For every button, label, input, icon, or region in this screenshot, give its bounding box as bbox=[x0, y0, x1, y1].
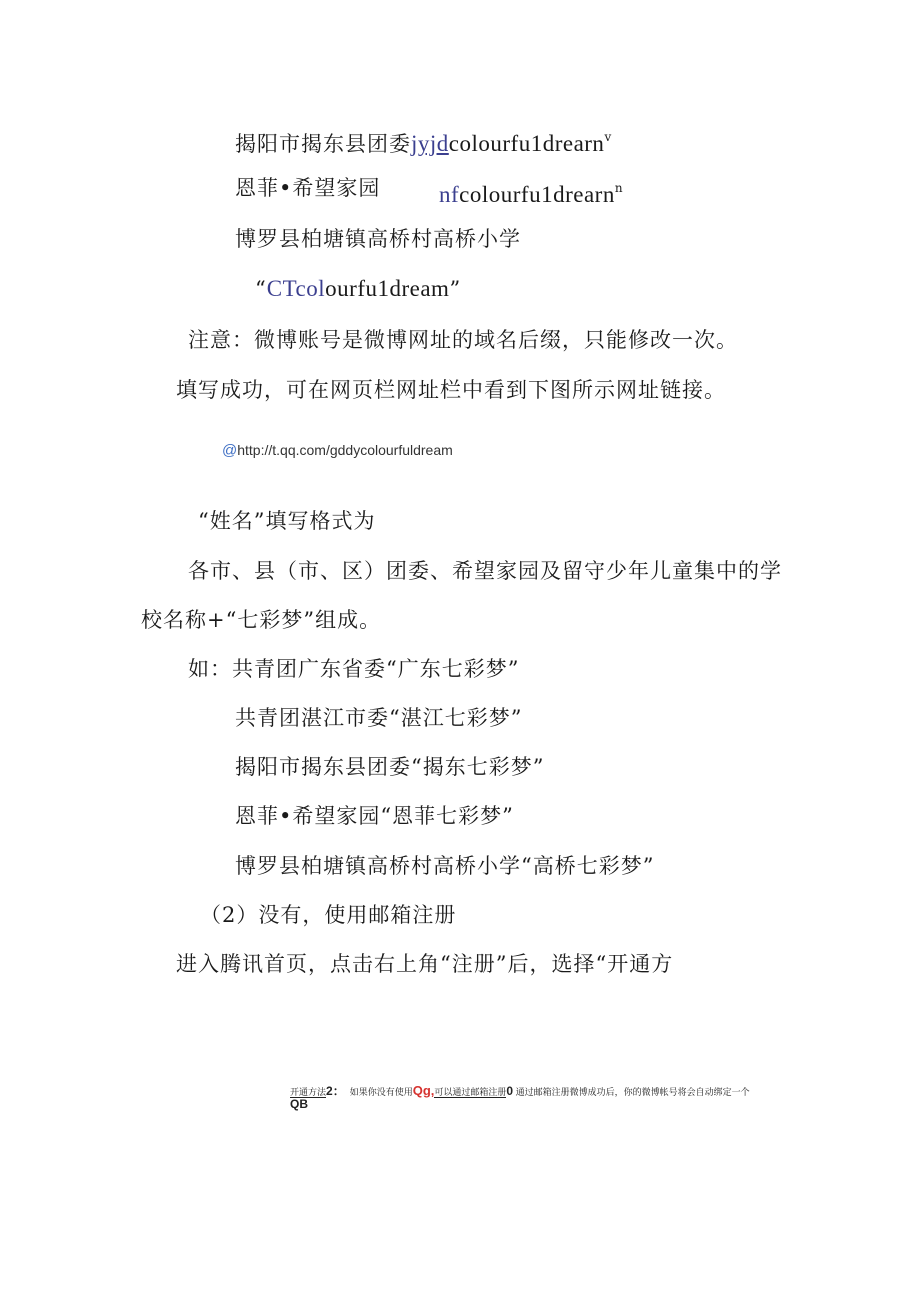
enter-instruction: 进入腾讯首页，点击右上角“注册”后，选择“开通方 bbox=[176, 952, 674, 976]
name-format-desc-2: 校名称+“七彩梦”组成。 bbox=[141, 608, 382, 632]
account-tail: v bbox=[604, 130, 613, 144]
account-tail: n bbox=[614, 181, 624, 195]
method-zero: 0 bbox=[506, 1084, 514, 1098]
example-line: 恩菲•希望家园“恩菲七彩梦” bbox=[235, 804, 514, 828]
method-text-c: 通过邮箱注册微博成功后，你的微博帐号将会自动绑定一个 bbox=[515, 1087, 750, 1097]
account-code-ct bbox=[255, 275, 461, 303]
org-name: 博罗县柏塘镇高桥村高桥小学 bbox=[235, 227, 521, 251]
name-format-desc-1: 各市、县（市、区）团委、希望家园及留守少年儿童集中的学 bbox=[188, 559, 782, 583]
qb-text: QB bbox=[290, 1097, 308, 1111]
example-line: 共青团湛江市委“湛江七彩梦” bbox=[235, 706, 523, 730]
method-2-qb bbox=[290, 1097, 308, 1111]
open-quote: “ bbox=[255, 277, 267, 301]
example-line: 如：共青团广东省委“广东七彩梦” bbox=[188, 657, 520, 681]
name-format-heading: “姓名”填写格式为 bbox=[198, 509, 376, 533]
ct-mid: col bbox=[295, 276, 326, 301]
close-quote: ” bbox=[449, 277, 462, 301]
qg-text: Qg, bbox=[412, 1083, 435, 1098]
account-suffix: colourfu1drearn bbox=[448, 131, 605, 156]
account-line-jyjd bbox=[235, 123, 612, 158]
weibo-url[interactable] bbox=[222, 442, 453, 459]
account-line-nf bbox=[235, 174, 380, 202]
org-name: 恩菲•希望家园 bbox=[235, 176, 381, 200]
note-text: 注意：微博账号是微博网址的域名后缀，只能修改一次。 bbox=[188, 328, 738, 352]
method-num: 2： bbox=[326, 1084, 345, 1098]
method-label: 开通方法 bbox=[290, 1087, 327, 1097]
account-prefix: jyjd bbox=[411, 131, 449, 156]
method-text-b: 可以通过邮箱注册 bbox=[434, 1087, 507, 1097]
ct-rest: ourfu1dream bbox=[325, 276, 450, 301]
url-text: http://t.qq.com/gddycolourfuldream bbox=[237, 442, 453, 458]
example-line: 博罗县柏塘镇高桥村高桥小学“高桥七彩梦” bbox=[235, 854, 655, 878]
method-text-a: 如果你没有使用 bbox=[349, 1087, 413, 1097]
section-2-heading: （2）没有，使用邮箱注册 bbox=[200, 903, 457, 927]
example-line: 揭阳市揭东县团委“揭东七彩梦” bbox=[235, 755, 545, 779]
account-code-nf bbox=[439, 174, 624, 209]
method-2-caption bbox=[290, 1082, 750, 1099]
success-text: 填写成功，可在网页栏网址栏中看到下图所示网址链接。 bbox=[176, 378, 726, 402]
at-icon: @ bbox=[222, 442, 238, 459]
account-prefix: nf bbox=[439, 182, 460, 207]
ct-prefix: CT bbox=[266, 276, 296, 301]
account-line-gaoqiao bbox=[235, 225, 521, 253]
account-suffix: colourfu1drearn bbox=[459, 182, 615, 207]
org-name: 揭阳市揭东县团委 bbox=[235, 132, 411, 156]
